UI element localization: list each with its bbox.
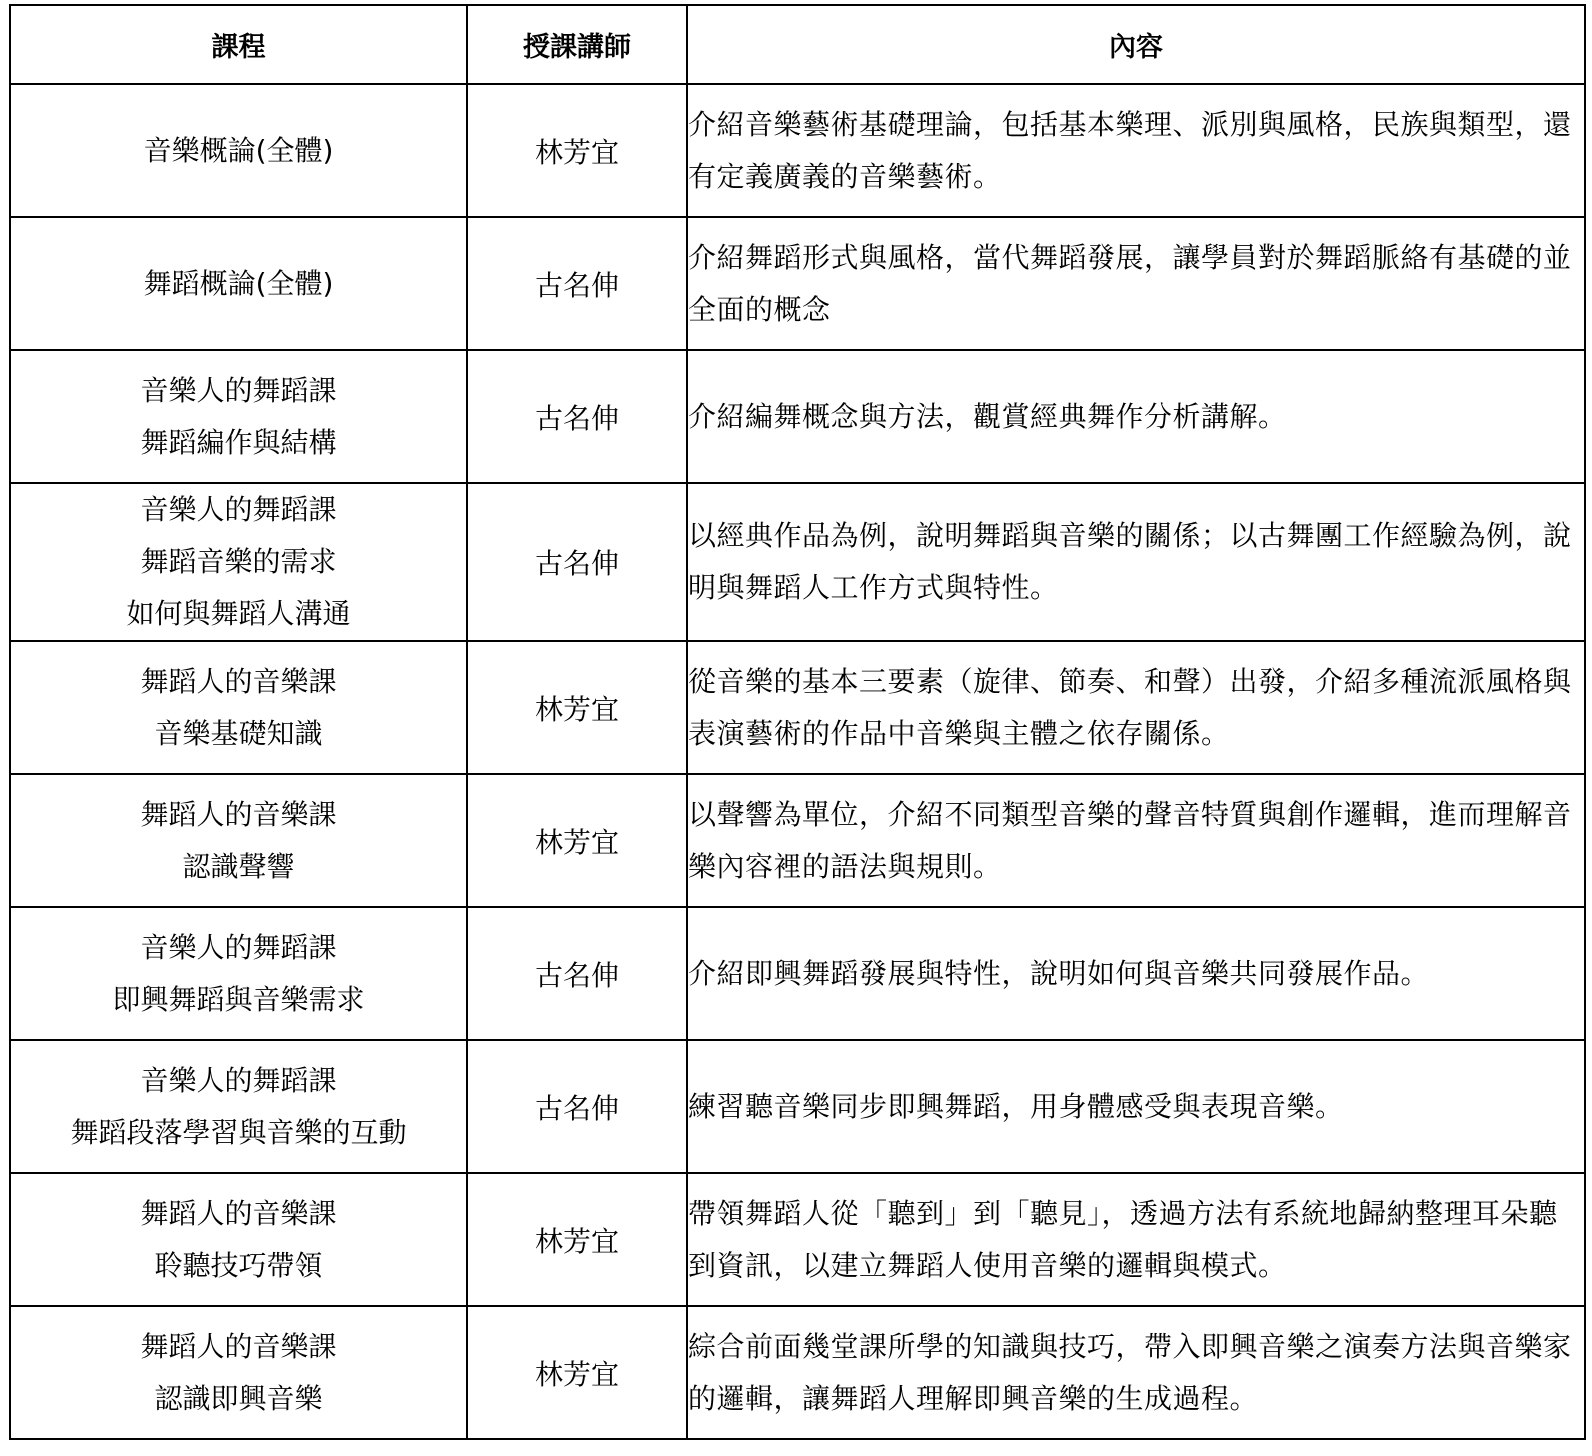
course-line: 舞蹈人的音樂課 xyxy=(140,664,337,698)
course-line: 認識聲響 xyxy=(182,849,295,883)
teacher-cell: 古名伸 xyxy=(467,907,687,1040)
content-cell: 從音樂的基本三要素（旋律、節奏、和聲）出發，介紹多種流派風格與表演藝術的作品中音樂與主體之依存關係。 xyxy=(687,641,1585,774)
course-line: 音樂人的舞蹈課 xyxy=(140,493,337,526)
course-cell xyxy=(10,1040,467,1173)
header-content: 內容 xyxy=(687,5,1585,84)
teacher-cell: 林芳宜 xyxy=(467,774,687,907)
course-cell xyxy=(10,774,467,907)
course-cell xyxy=(10,1306,467,1439)
content-cell: 介紹即興舞蹈發展與特性，說明如何與音樂共同發展作品。 xyxy=(687,907,1585,1040)
table-row xyxy=(10,1173,1585,1306)
table-row xyxy=(10,217,1585,350)
table-row xyxy=(10,1306,1585,1439)
course-cell xyxy=(10,217,467,350)
content-cell: 練習聽音樂同步即興舞蹈，用身體感受與表現音樂。 xyxy=(687,1040,1585,1173)
teacher-cell: 林芳宜 xyxy=(467,641,687,774)
course-cell xyxy=(10,350,467,483)
table-body xyxy=(10,84,1585,1439)
teacher-cell: 古名伸 xyxy=(467,483,687,641)
header-course: 課程 xyxy=(10,5,467,84)
content-cell: 介紹舞蹈形式與風格，當代舞蹈發展，讓學員對於舞蹈脈絡有基礎的並全面的概念 xyxy=(687,217,1585,350)
content-cell: 帶領舞蹈人從「聽到」到「聽見」，透過方法有系統地歸納整理耳朵聽到資訊，以建立舞蹈人使用音樂的邏輯與模式。 xyxy=(687,1173,1585,1306)
table-row xyxy=(10,774,1585,907)
course-line: 認識即興音樂 xyxy=(154,1381,323,1415)
course-cell xyxy=(10,84,467,217)
course-line: 舞蹈概論(全體) xyxy=(143,266,334,300)
course-line: 舞蹈段落學習與音樂的互動 xyxy=(70,1115,407,1149)
teacher-cell: 林芳宜 xyxy=(467,1173,687,1306)
course-line: 舞蹈編作與結構 xyxy=(140,425,337,459)
teacher-cell: 古名伸 xyxy=(467,350,687,483)
course-line: 聆聽技巧帶領 xyxy=(154,1248,323,1282)
course-line: 音樂人的舞蹈課 xyxy=(140,930,337,964)
course-line: 舞蹈人的音樂課 xyxy=(140,1329,337,1363)
table-row xyxy=(10,641,1585,774)
header-row xyxy=(10,5,1585,84)
course-cell xyxy=(10,1173,467,1306)
course-line: 音樂人的舞蹈課 xyxy=(140,1063,337,1097)
course-cell xyxy=(10,907,467,1040)
course-line: 音樂人的舞蹈課 xyxy=(140,373,337,407)
course-line: 舞蹈人的音樂課 xyxy=(140,797,337,831)
course-line: 即興舞蹈與音樂需求 xyxy=(112,982,365,1016)
course-cell xyxy=(10,483,467,641)
table-row xyxy=(10,350,1585,483)
content-cell: 綜合前面幾堂課所學的知識與技巧，帶入即興音樂之演奏方法與音樂家的邏輯，讓舞蹈人理解即興音樂的生成過程。 xyxy=(687,1306,1585,1439)
course-line: 舞蹈音樂的需求 xyxy=(140,545,337,578)
table-header xyxy=(10,5,1585,84)
teacher-cell: 林芳宜 xyxy=(467,1306,687,1439)
teacher-cell: 林芳宜 xyxy=(467,84,687,217)
table-row xyxy=(10,1040,1585,1173)
table-row xyxy=(10,84,1585,217)
course-line: 音樂基礎知識 xyxy=(154,716,323,750)
course-line: 如何與舞蹈人溝通 xyxy=(126,597,351,630)
course-cell xyxy=(10,641,467,774)
content-cell: 介紹編舞概念與方法，觀賞經典舞作分析講解。 xyxy=(687,350,1585,483)
header-teacher: 授課講師 xyxy=(467,5,687,84)
table-row xyxy=(10,907,1585,1040)
teacher-cell: 古名伸 xyxy=(467,217,687,350)
content-cell: 介紹音樂藝術基礎理論，包括基本樂理、派別與風格，民族與類型，還有定義廣義的音樂藝術。 xyxy=(687,84,1585,217)
course-schedule-table xyxy=(9,4,1586,1440)
course-line: 音樂概論(全體) xyxy=(143,133,334,167)
teacher-cell: 古名伸 xyxy=(467,1040,687,1173)
content-cell: 以經典作品為例，說明舞蹈與音樂的關係；以古舞團工作經驗為例，說明與舞蹈人工作方式與特性。 xyxy=(687,483,1585,641)
content-cell: 以聲響為單位，介紹不同類型音樂的聲音特質與創作邏輯，進而理解音樂內容裡的語法與規則。 xyxy=(687,774,1585,907)
course-line: 舞蹈人的音樂課 xyxy=(140,1196,337,1230)
table-row xyxy=(10,483,1585,641)
